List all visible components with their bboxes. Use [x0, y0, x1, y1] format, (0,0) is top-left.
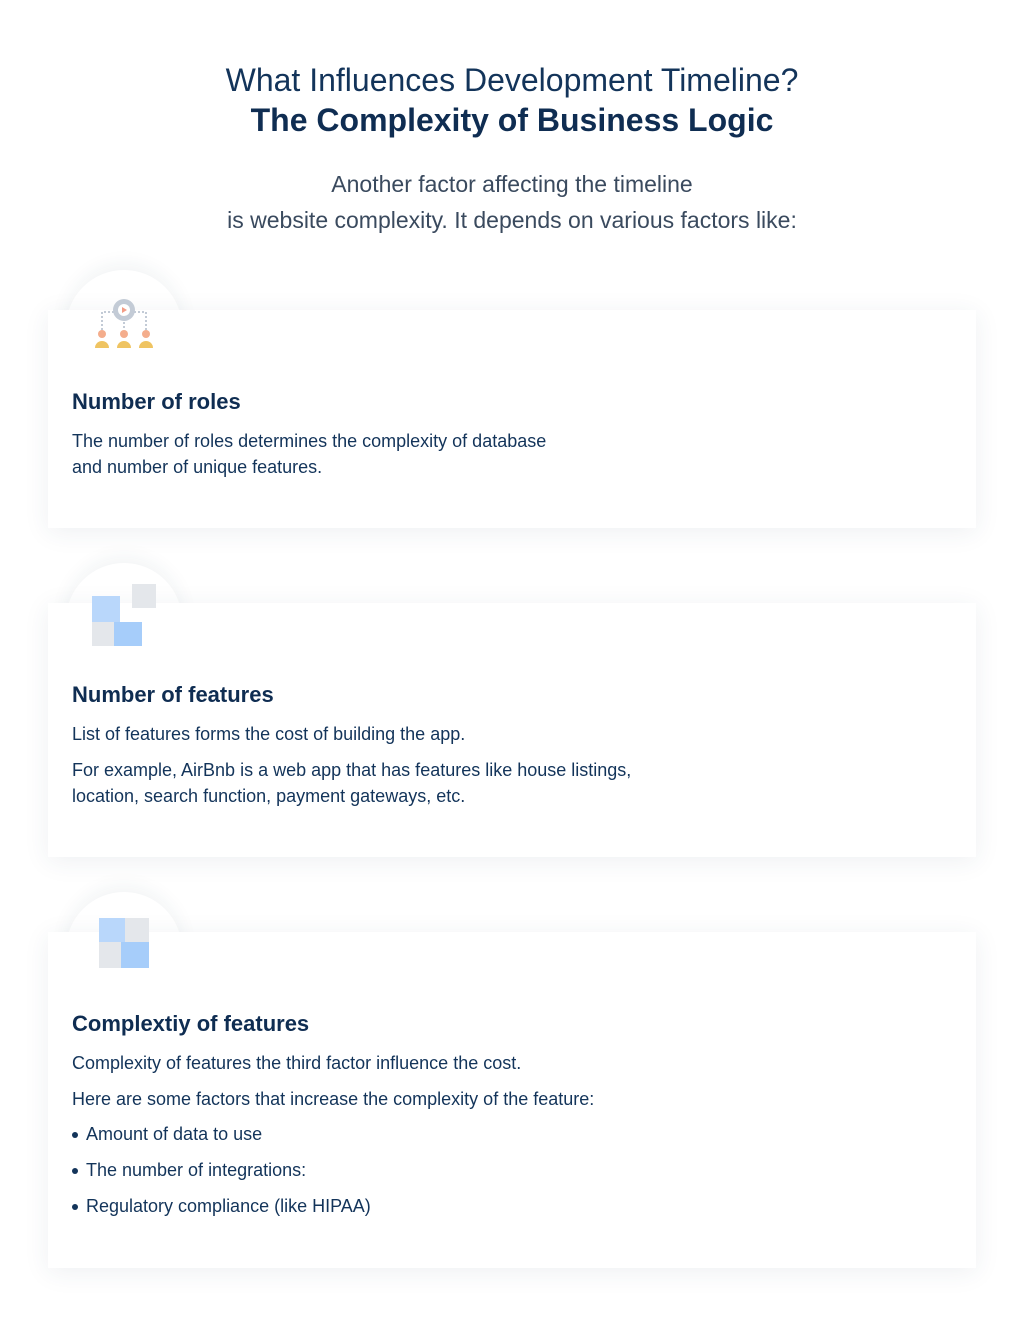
roles-icon	[88, 294, 160, 350]
bullet-item: The number of integrations:	[72, 1160, 306, 1181]
page-title: What Influences Development Timeline?	[225, 62, 799, 98]
puzzle-icon	[88, 582, 160, 650]
intro-line: is website complexity. It depends on various factors like:	[227, 207, 797, 233]
text-line: location, search function, payment gateways, etc.	[72, 786, 466, 806]
bullet-item: Regulatory compliance (like HIPAA)	[72, 1196, 371, 1217]
card-number-of-features	[48, 603, 976, 857]
card-title: Number of roles	[72, 389, 241, 414]
text-line: For example, AirBnb is a web app that has features like house listings,	[72, 760, 632, 780]
intro-line: Another factor affecting the timeline	[331, 171, 693, 197]
page-subtitle: The Complexity of Business Logic	[250, 102, 774, 138]
card-text	[72, 721, 631, 809]
card-complexity-of-features	[48, 932, 976, 1268]
text-line: List of features forms the cost of building the app.	[72, 724, 466, 744]
bullet-item: Amount of data to use	[72, 1124, 262, 1145]
intro-text	[0, 166, 1024, 238]
card-title: Number of features	[72, 682, 274, 707]
text-line: The number of roles determines the complexity of database	[72, 431, 547, 451]
puzzle-icon	[98, 916, 152, 970]
text-line: Here are some factors that increase the complexity of the feature:	[72, 1089, 595, 1109]
text-line: Complexity of features the third factor influence the cost.	[72, 1053, 522, 1073]
card-title: Complextiy of features	[72, 1011, 310, 1036]
card-number-of-roles	[48, 310, 976, 528]
text-line: and number of unique features.	[72, 457, 323, 477]
card-text	[72, 1050, 594, 1112]
card-text	[72, 428, 546, 480]
